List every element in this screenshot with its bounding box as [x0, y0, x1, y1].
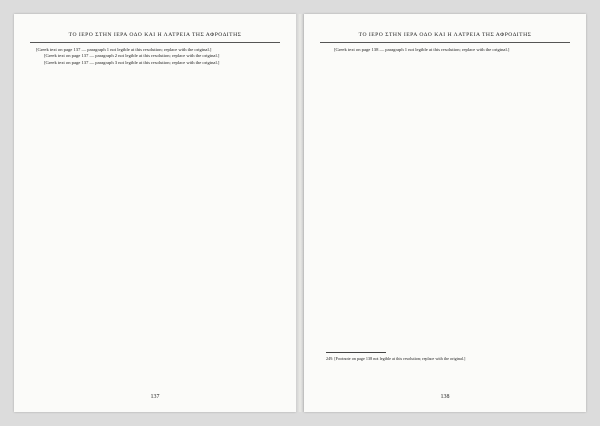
left-paragraph-2: [Greek text on page 137 — paragraph 2 not legible at this resolution; replace with the original.] — [44, 53, 220, 59]
left-header-rule — [30, 42, 280, 43]
left-page — [14, 14, 296, 412]
right-paragraph-1: [Greek text on page 138 — paragraph 1 not legible at this resolution; replace with the original.] — [334, 47, 510, 52]
book-gutter — [296, 14, 304, 412]
right-page-number: 138 — [440, 394, 450, 400]
right-page — [304, 14, 586, 412]
right-footnote: 249. [Footnote on page 138 not legible at this resolution; replace with the original.] — [326, 356, 466, 361]
left-body-text — [36, 47, 276, 66]
left-paragraph-3: [Greek text on page 137 — paragraph 3 not legible at this resolution; replace with the original.] — [44, 59, 220, 65]
footnote-rule — [326, 352, 386, 353]
right-running-head: ΤΟ ΙΕΡΟ ΣΤΗΝ ΙΕΡΑ ΟΔΟ ΚΑΙ Η ΛΑΤΡΕΙΑ ΤΗΣ ΑΦΡΟΔΙΤΗΣ — [358, 32, 532, 38]
right-header-rule — [320, 42, 570, 43]
right-body-text — [326, 47, 566, 53]
left-page-number: 137 — [150, 394, 160, 400]
left-paragraph-1: [Greek text on page 137 — paragraph 1 not legible at this resolution; replace with the original.] — [36, 47, 212, 52]
left-running-head: ΤΟ ΙΕΡΟ ΣΤΗΝ ΙΕΡΑ ΟΔΟ ΚΑΙ Η ΛΑΤΡΕΙΑ ΤΗΣ ΑΦΡΟΔΙΤΗΣ — [68, 32, 242, 38]
